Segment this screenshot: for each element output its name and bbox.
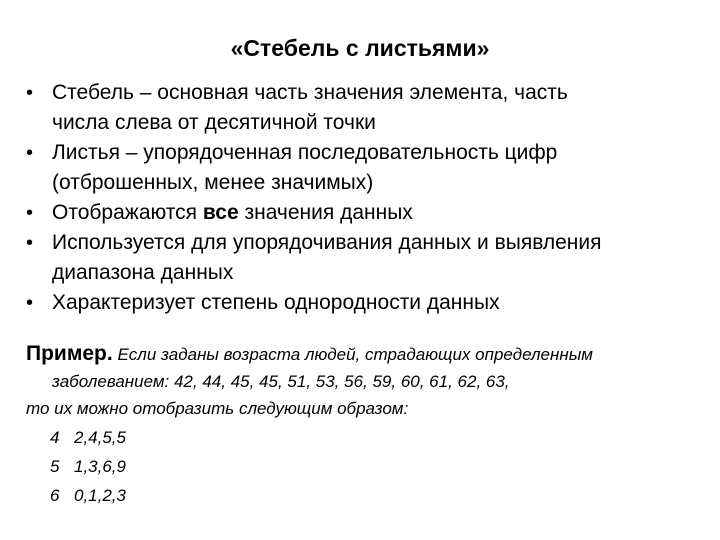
bullet-text-continued: диапазона данных: [52, 261, 234, 284]
bullet-homogeneity: [26, 288, 706, 318]
stem-value: 6: [50, 486, 60, 505]
bullet-text-continued: числа слева от десятичной точки: [52, 111, 376, 134]
bullet-text-post: значения данных: [238, 201, 413, 224]
bullet-text: Стебель – основная часть значения элемента, часть: [52, 81, 568, 104]
bullet-text-bold: все: [202, 201, 239, 224]
stem-leaf-row: [50, 452, 126, 481]
bullet-marker: •: [26, 292, 34, 314]
example-text-line1: Если заданы возраста людей, страдающих определенным: [112, 345, 593, 364]
example-text-line3: то их можно отобразить следующим образом:: [26, 399, 409, 418]
example-text-line2: заболеванием: 42, 44, 45, 45, 51, 53, 56, 59, 60, 61, 62, 63,: [52, 372, 510, 391]
leaf-values: 1,3,6,9: [74, 457, 126, 476]
bullet-marker: •: [26, 202, 34, 224]
example-block: [26, 340, 716, 395]
stem-leaf-row: [50, 481, 126, 510]
leaf-values: 2,4,5,5: [74, 428, 126, 447]
bullet-marker: •: [26, 142, 34, 164]
stem-value: 5: [50, 457, 60, 476]
bullet-text-pre: Отображаются: [52, 201, 203, 224]
bullet-leaves: [26, 138, 706, 198]
example-label: Пример.: [26, 342, 113, 365]
slide-title: «Стебель с листьями»: [230, 35, 490, 61]
bullet-marker: •: [26, 232, 34, 254]
stem-value: 4: [50, 428, 60, 447]
bullet-ordering: [26, 228, 706, 288]
leaf-values: 0,1,2,3: [74, 486, 126, 505]
bullet-list: [26, 78, 706, 318]
bullet-text: Используется для упорядочивания данных и выявления: [52, 231, 602, 254]
bullet-text-continued: (отброшенных, менее значимых): [52, 171, 374, 194]
stem-leaf-row: [50, 423, 126, 452]
bullet-text: Характеризует степень однородности данных: [52, 291, 500, 314]
bullet-marker: •: [26, 82, 34, 104]
bullet-stem: [26, 78, 706, 138]
stem-leaf-display: [50, 423, 126, 510]
bullet-text: Листья – упорядоченная последовательность цифр: [52, 141, 558, 164]
bullet-all-values: [26, 198, 706, 228]
